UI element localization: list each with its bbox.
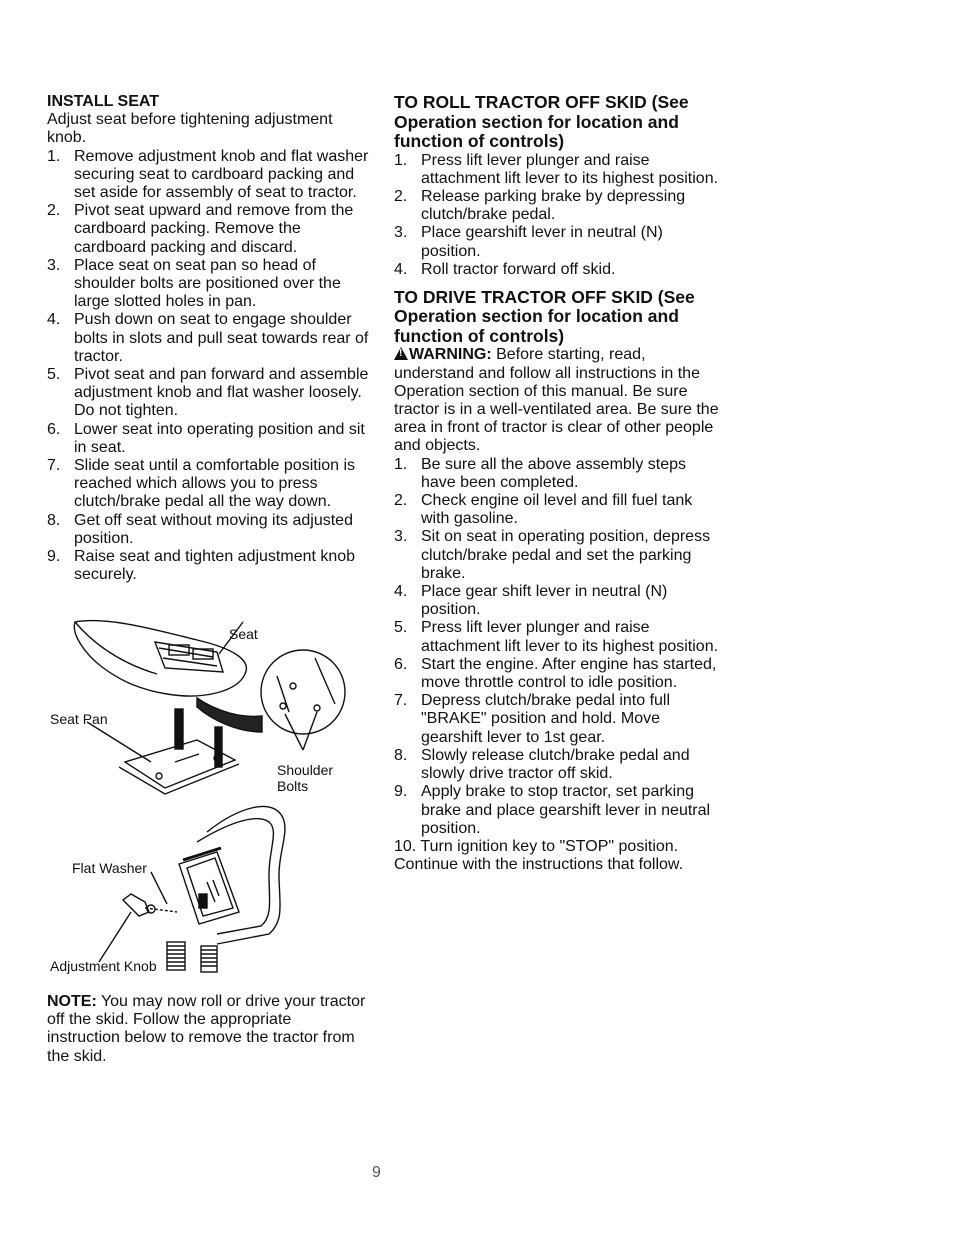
step-number: 8.	[394, 746, 408, 764]
list-item	[394, 619, 724, 655]
step-number: 4.	[394, 260, 408, 278]
step-text: Start the engine. After engine has started, move throttle control to idle position.	[421, 655, 717, 692]
roll-off-heading	[394, 93, 724, 152]
list-item	[47, 457, 369, 512]
drive-off-steps	[394, 456, 724, 856]
step-text: Apply brake to stop tractor, set parking brake and place gearshift lever in neutral position.	[421, 783, 711, 837]
step-number: 5.	[394, 619, 408, 637]
step-number: 1.	[47, 147, 61, 165]
step-text: Pivot seat upward and remove from the cardboard packing. Remove the cardboard packing and discard.	[74, 202, 354, 256]
warning-icon	[394, 347, 408, 360]
left-column	[47, 93, 369, 584]
list-item	[394, 492, 724, 528]
list-item	[394, 747, 724, 783]
list-item	[394, 656, 724, 692]
list-item	[394, 224, 724, 260]
step-number: 6.	[394, 655, 408, 673]
list-item	[47, 311, 369, 366]
warning-text: Before starting, read, understand and follow all instructions in the Operation section of this manual. Be sure tractor is in a well-ventilated area. Be sure the area in front of tractor is clear of other people and objects.	[394, 346, 719, 455]
roll-off-steps	[394, 152, 724, 279]
list-item	[394, 152, 724, 188]
drive-off-heading	[394, 288, 724, 347]
figure-label-shoulder-bolts: Shoulder Bolts	[277, 762, 334, 794]
step-number: 7.	[394, 692, 408, 710]
step-number: 3.	[394, 224, 408, 242]
list-item	[47, 366, 369, 421]
list-item	[47, 421, 369, 457]
roll-off-heading-rest: Operation section for location and function of controls)	[394, 111, 679, 151]
list-item	[394, 456, 724, 492]
list-item	[47, 512, 369, 548]
step-number: 2.	[394, 492, 408, 510]
warning-paragraph	[394, 346, 724, 455]
step-text: Slide seat until a comfortable position is reached which allows you to press clutch/brake pedal all the way down.	[74, 457, 356, 511]
step-text: Place gearshift lever in neutral (N) position.	[421, 224, 663, 260]
roll-off-heading-line1: TO ROLL TRACTOR OFF SKID (See	[394, 92, 689, 112]
drive-off-heading-rest: Operation section for location and function of controls)	[394, 306, 679, 346]
step-number: 3.	[47, 256, 61, 274]
step-number: 1.	[394, 455, 408, 473]
install-seat-steps	[47, 148, 369, 585]
install-seat-heading: INSTALL SEAT	[47, 93, 159, 110]
step-text: Place gear shift lever in neutral (N) position.	[421, 583, 668, 619]
step-text: Depress clutch/brake pedal into full "BRAKE" position and hold. Move gearshift lever to 1st gear.	[421, 692, 671, 746]
figure-label-flat-washer: Flat Washer	[72, 860, 147, 876]
step-number: 10.	[394, 837, 417, 855]
figure-label-seat: Seat	[229, 626, 258, 642]
warning-label: WARNING:	[409, 346, 492, 364]
step-number: 9.	[394, 783, 408, 801]
figure-label-seat-pan: Seat Pan	[50, 711, 108, 727]
list-item	[394, 528, 724, 583]
step-text: Raise seat and tighten adjustment knob securely.	[74, 548, 356, 584]
list-item	[47, 148, 369, 203]
page-number: 9	[372, 1164, 381, 1181]
step-number: 5.	[47, 366, 61, 384]
seat-assembly-figure	[47, 612, 357, 982]
step-number: 8.	[47, 511, 61, 529]
note-paragraph	[47, 993, 367, 1066]
list-item	[394, 838, 724, 856]
closing-text: Continue with the instructions that follow.	[394, 856, 684, 874]
step-number: 7.	[47, 457, 61, 475]
step-text: Get off seat without moving its adjusted position.	[74, 511, 353, 547]
step-text: Slowly release clutch/brake pedal and slowly drive tractor off skid.	[421, 746, 690, 783]
step-number: 4.	[394, 583, 408, 601]
seat-assembly-drawing	[47, 612, 357, 982]
list-item	[394, 583, 724, 619]
step-text: Turn ignition key to "STOP" position.	[420, 837, 679, 855]
step-text: Check engine oil level and fill fuel tank with gasoline.	[421, 492, 693, 528]
step-number: 1.	[394, 151, 408, 169]
step-text: Lower seat into operating position and sit in seat.	[74, 420, 365, 456]
step-text: Pivot seat and pan forward and assemble adjustment knob and flat washer loosely. Do not tighten.	[74, 366, 369, 420]
step-number: 2.	[394, 187, 408, 205]
drive-off-heading-line1: TO DRIVE TRACTOR OFF SKID (See	[394, 286, 695, 307]
list-item	[394, 188, 724, 224]
step-number: 6.	[47, 420, 61, 438]
step-number: 2.	[47, 202, 61, 220]
step-number: 3.	[394, 528, 408, 546]
step-text: Press lift lever plunger and raise attachment lift lever to its highest position.	[421, 619, 719, 655]
list-item	[394, 261, 724, 279]
step-text: Roll tractor forward off skid.	[421, 260, 616, 278]
note-text: You may now roll or drive your tractor off the skid. Follow the appropriate instruction below to remove the tractor from the skid.	[47, 993, 366, 1065]
step-text: Remove adjustment knob and flat washer securing seat to cardboard packing and set aside for assembly of seat to tractor.	[74, 147, 369, 202]
list-item	[394, 783, 724, 838]
list-item	[394, 692, 724, 747]
list-item	[47, 202, 369, 257]
step-text: Be sure all the above assembly steps have been completed.	[421, 455, 687, 491]
figure-label-adjustment-knob: Adjustment Knob	[50, 958, 157, 974]
step-text: Press lift lever plunger and raise attachment lift lever to its highest position.	[421, 151, 719, 187]
step-text: Push down on seat to engage shoulder bolts in slots and pull seat towards rear of tractor.	[74, 311, 369, 365]
list-item	[47, 548, 369, 584]
step-text: Sit on seat in operating position, depress clutch/brake pedal and set the parking brake.	[421, 528, 711, 582]
install-seat-intro: Adjust seat before tightening adjustment knob.	[47, 111, 333, 147]
right-column	[394, 93, 724, 874]
note-label: NOTE:	[47, 993, 97, 1010]
step-number: 9.	[47, 548, 61, 566]
step-number: 4.	[47, 311, 61, 329]
step-text: Release parking brake by depressing clutch/brake pedal.	[421, 187, 686, 224]
list-item	[47, 257, 369, 312]
step-text: Place seat on seat pan so head of shoulder bolts are positioned over the large slotted holes in pan.	[74, 256, 341, 311]
